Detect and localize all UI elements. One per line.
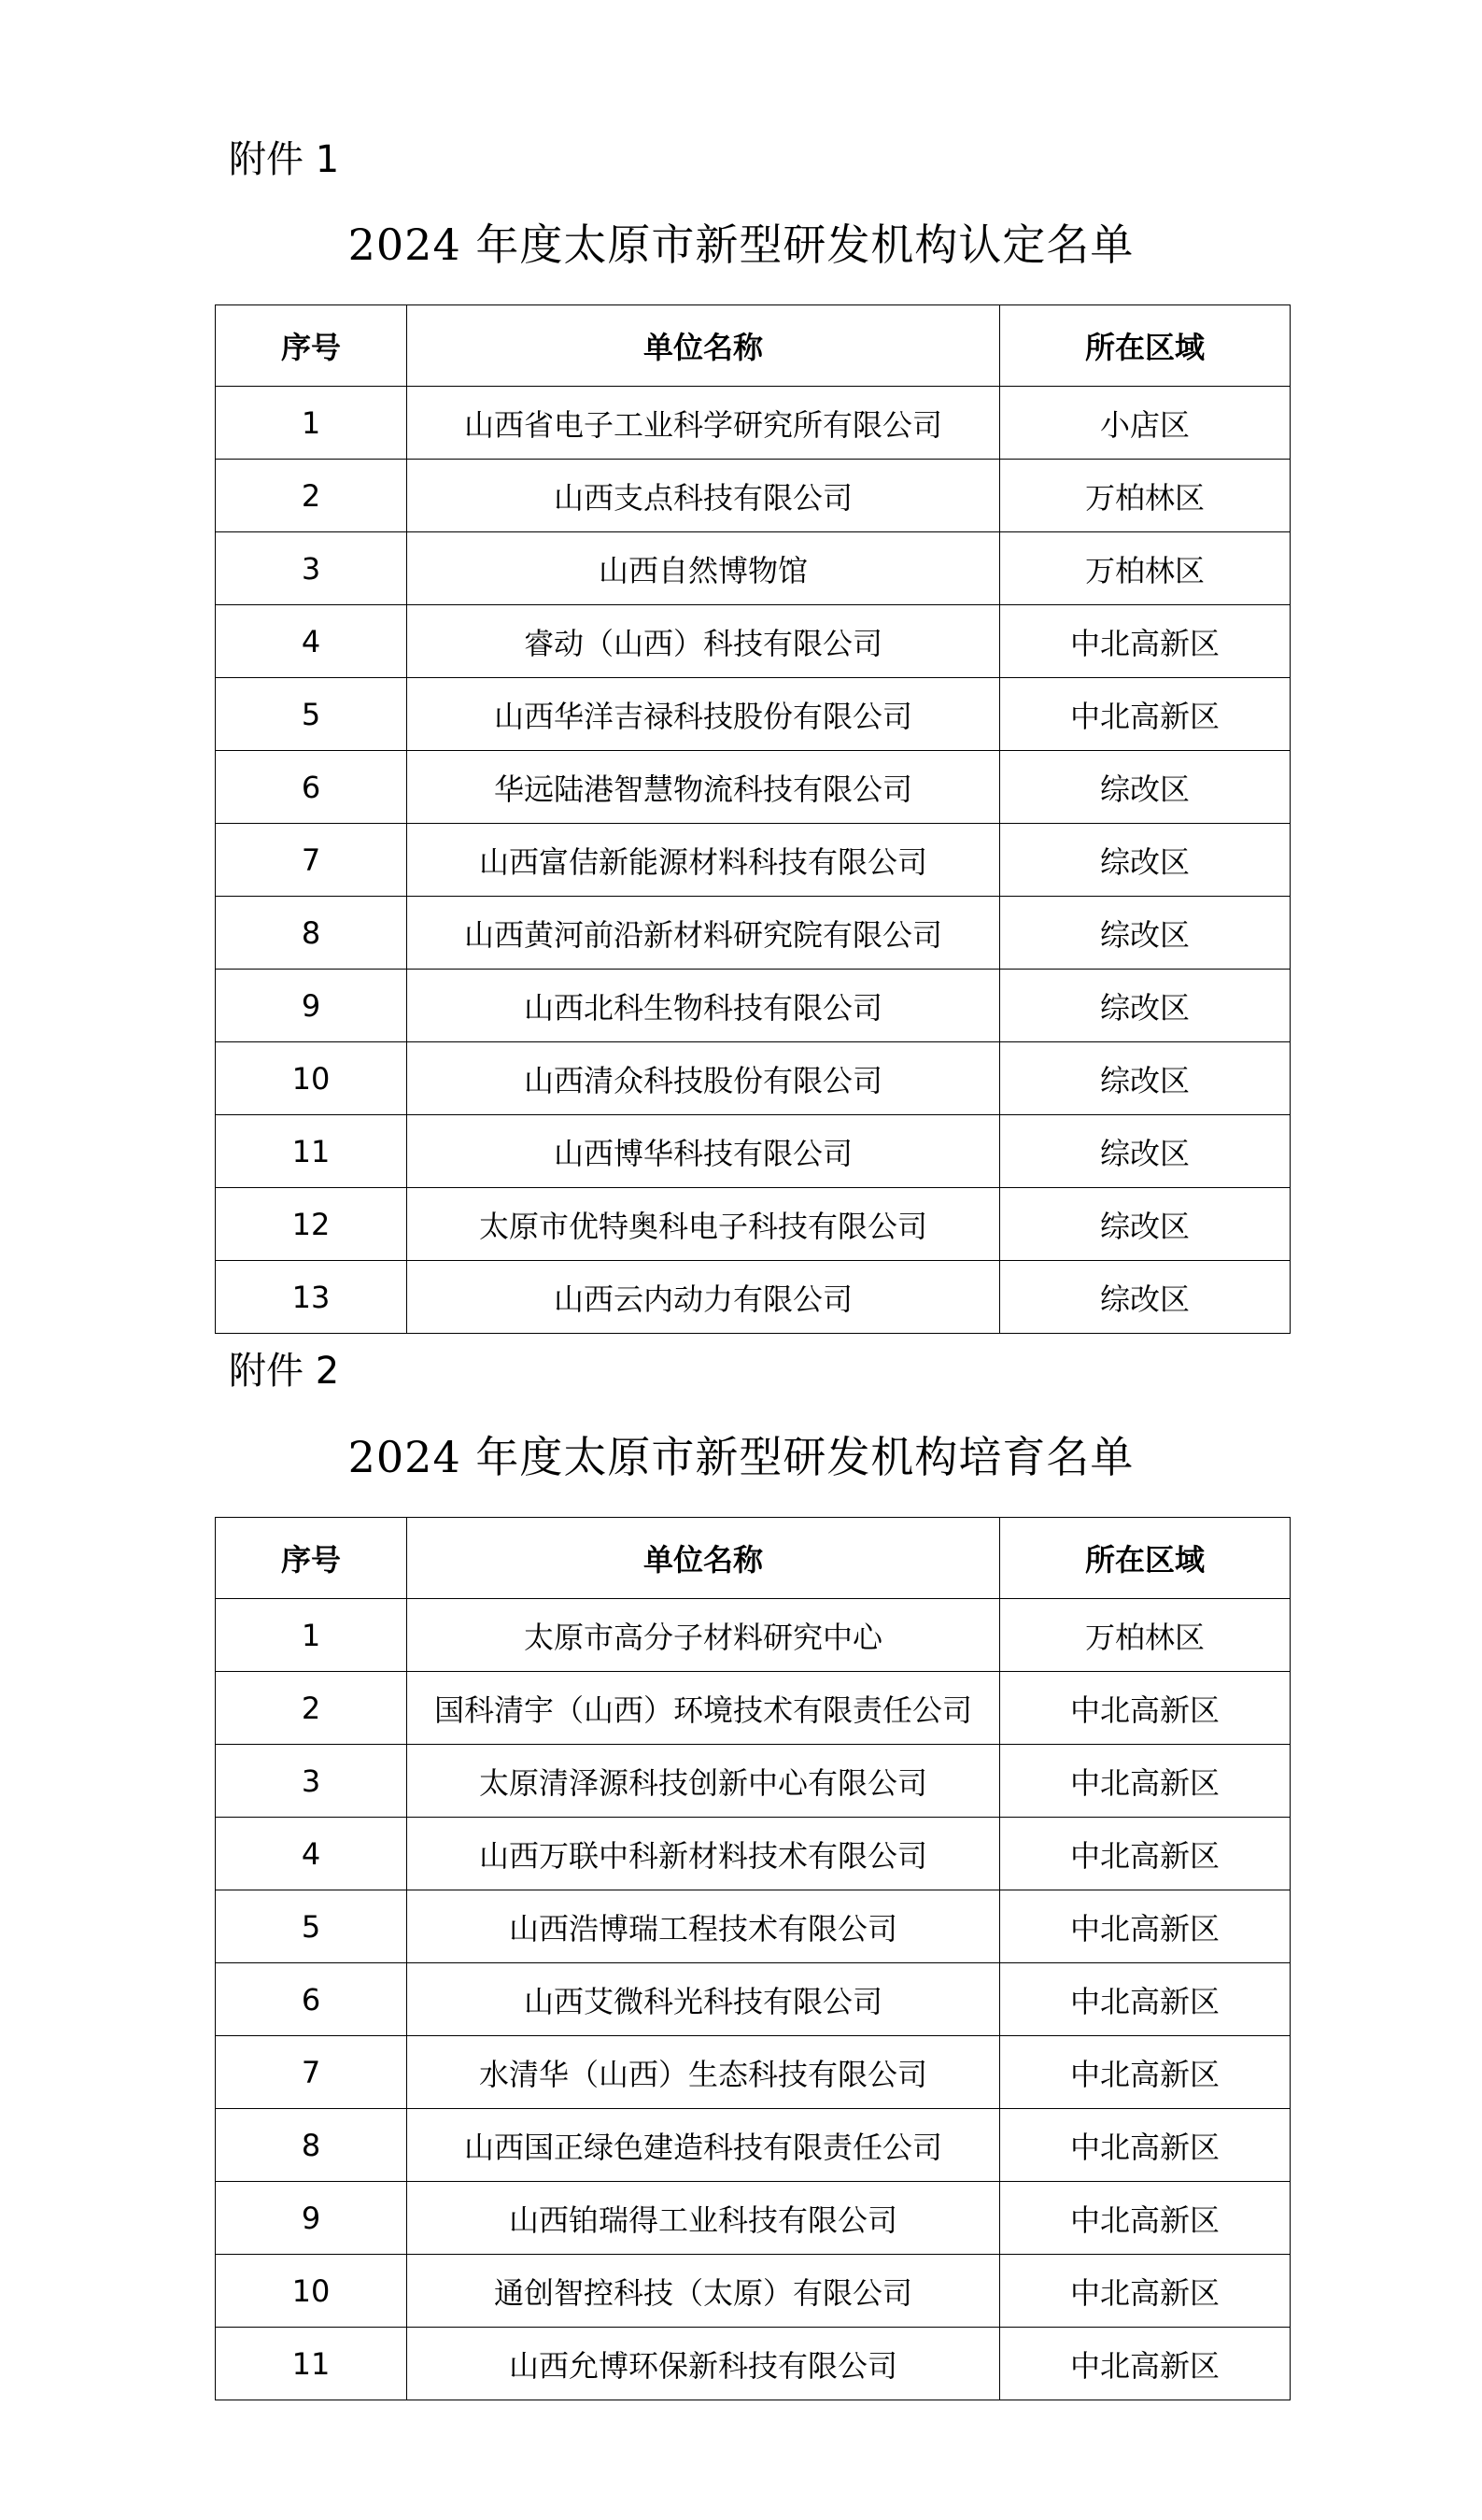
table-row [216, 1745, 1291, 1818]
cell-region: 中北高新区 [1000, 678, 1291, 751]
cell-unit-name: 山西富佶新能源材料科技有限公司 [407, 824, 1000, 897]
cell-region: 中北高新区 [1000, 2328, 1291, 2400]
cell-index: 13 [216, 1261, 407, 1334]
cell-index: 4 [216, 605, 407, 678]
cell-index: 11 [216, 2328, 407, 2400]
cell-unit-name: 太原市高分子材料研究中心 [407, 1599, 1000, 1672]
cell-unit-name: 山西浩博瑞工程技术有限公司 [407, 1890, 1000, 1963]
cell-region: 中北高新区 [1000, 1963, 1291, 2036]
cell-unit-name: 太原清泽源科技创新中心有限公司 [407, 1745, 1000, 1818]
cell-unit-name: 太原市优特奥科电子科技有限公司 [407, 1188, 1000, 1261]
cell-index: 6 [216, 1963, 407, 2036]
table-header-row [216, 1518, 1291, 1599]
cell-index: 1 [216, 387, 407, 460]
table-row [216, 387, 1291, 460]
cell-index: 12 [216, 1188, 407, 1261]
table-row [216, 2182, 1291, 2255]
cell-unit-name: 山西允博环保新科技有限公司 [407, 2328, 1000, 2400]
cell-region: 综改区 [1000, 1115, 1291, 1188]
table-row [216, 678, 1291, 751]
cell-region: 综改区 [1000, 970, 1291, 1042]
cell-index: 2 [216, 460, 407, 532]
cell-region: 中北高新区 [1000, 1818, 1291, 1890]
cell-unit-name: 山西云内动力有限公司 [407, 1261, 1000, 1334]
cell-unit-name: 通创智控科技（太原）有限公司 [407, 2255, 1000, 2328]
cell-region: 中北高新区 [1000, 1672, 1291, 1745]
table-row [216, 824, 1291, 897]
cell-unit-name: 山西黄河前沿新材料研究院有限公司 [407, 897, 1000, 970]
cell-unit-name: 山西博华科技有限公司 [407, 1115, 1000, 1188]
cell-unit-name: 山西支点科技有限公司 [407, 460, 1000, 532]
table-row [216, 1042, 1291, 1115]
cell-region: 中北高新区 [1000, 2109, 1291, 2182]
table-row [216, 751, 1291, 824]
cell-index: 11 [216, 1115, 407, 1188]
cell-index: 10 [216, 2255, 407, 2328]
cell-unit-name: 国科清宇（山西）环境技术有限责任公司 [407, 1672, 1000, 1745]
cell-region: 中北高新区 [1000, 1890, 1291, 1963]
cell-unit-name: 华远陆港智慧物流科技有限公司 [407, 751, 1000, 824]
cell-unit-name: 山西国正绿色建造科技有限责任公司 [407, 2109, 1000, 2182]
cell-index: 10 [216, 1042, 407, 1115]
cell-index: 5 [216, 1890, 407, 1963]
cell-index: 9 [216, 2182, 407, 2255]
cell-unit-name: 山西清众科技股份有限公司 [407, 1042, 1000, 1115]
cell-region: 中北高新区 [1000, 2255, 1291, 2328]
cell-region: 万柏林区 [1000, 1599, 1291, 1672]
table-header-row [216, 305, 1291, 387]
cell-unit-name: 山西华洋吉禄科技股份有限公司 [407, 678, 1000, 751]
attachment-1-label: 附件 1 [229, 138, 340, 181]
cell-index: 1 [216, 1599, 407, 1672]
cell-region: 综改区 [1000, 824, 1291, 897]
header-unit-name: 单位名称 [407, 305, 1000, 387]
attachment-1-table [215, 304, 1291, 1334]
cell-index: 4 [216, 1818, 407, 1890]
cell-index: 8 [216, 897, 407, 970]
cell-index: 3 [216, 532, 407, 605]
cell-region: 综改区 [1000, 1188, 1291, 1261]
cell-region: 综改区 [1000, 1042, 1291, 1115]
cell-region: 综改区 [1000, 897, 1291, 970]
cell-index: 8 [216, 2109, 407, 2182]
cell-unit-name: 睿动（山西）科技有限公司 [407, 605, 1000, 678]
header-index: 序号 [216, 1518, 407, 1599]
cell-region: 中北高新区 [1000, 1745, 1291, 1818]
cell-region: 综改区 [1000, 1261, 1291, 1334]
attachment-2-label: 附件 2 [229, 1350, 340, 1393]
table-row [216, 532, 1291, 605]
cell-unit-name: 山西艾微科光科技有限公司 [407, 1963, 1000, 2036]
table-row [216, 1115, 1291, 1188]
table-row [216, 2109, 1291, 2182]
cell-region: 中北高新区 [1000, 605, 1291, 678]
cell-index: 3 [216, 1745, 407, 1818]
header-region: 所在区域 [1000, 305, 1291, 387]
header-index: 序号 [216, 305, 407, 387]
cell-region: 万柏林区 [1000, 460, 1291, 532]
cell-region: 小店区 [1000, 387, 1291, 460]
cell-unit-name: 山西铂瑞得工业科技有限公司 [407, 2182, 1000, 2255]
table-row [216, 1818, 1291, 1890]
cell-region: 万柏林区 [1000, 532, 1291, 605]
cell-unit-name: 山西自然博物馆 [407, 532, 1000, 605]
cell-unit-name: 山西万联中科新材料技术有限公司 [407, 1818, 1000, 1890]
table-row [216, 1672, 1291, 1745]
table-row [216, 605, 1291, 678]
cell-region: 中北高新区 [1000, 2182, 1291, 2255]
header-region: 所在区域 [1000, 1518, 1291, 1599]
attachment-2-title: 2024 年度太原市新型研发机构培育名单 [347, 1432, 1135, 1482]
table-row [216, 970, 1291, 1042]
cell-unit-name: 山西省电子工业科学研究所有限公司 [407, 387, 1000, 460]
header-unit-name: 单位名称 [407, 1518, 1000, 1599]
cell-index: 7 [216, 824, 407, 897]
table-row [216, 1261, 1291, 1334]
table-row [216, 2328, 1291, 2400]
cell-index: 7 [216, 2036, 407, 2109]
table-row [216, 1188, 1291, 1261]
table-row [216, 1890, 1291, 1963]
cell-index: 5 [216, 678, 407, 751]
cell-index: 2 [216, 1672, 407, 1745]
cell-unit-name: 山西北科生物科技有限公司 [407, 970, 1000, 1042]
cell-index: 9 [216, 970, 407, 1042]
cell-index: 6 [216, 751, 407, 824]
table-row [216, 1599, 1291, 1672]
table-row [216, 460, 1291, 532]
table-row [216, 2036, 1291, 2109]
cell-unit-name: 水清华（山西）生态科技有限公司 [407, 2036, 1000, 2109]
cell-region: 综改区 [1000, 751, 1291, 824]
table-row [216, 1963, 1291, 2036]
attachment-2-table [215, 1517, 1291, 2400]
table-row [216, 2255, 1291, 2328]
cell-region: 中北高新区 [1000, 2036, 1291, 2109]
attachment-1-title: 2024 年度太原市新型研发机构认定名单 [347, 219, 1135, 270]
table-row [216, 897, 1291, 970]
